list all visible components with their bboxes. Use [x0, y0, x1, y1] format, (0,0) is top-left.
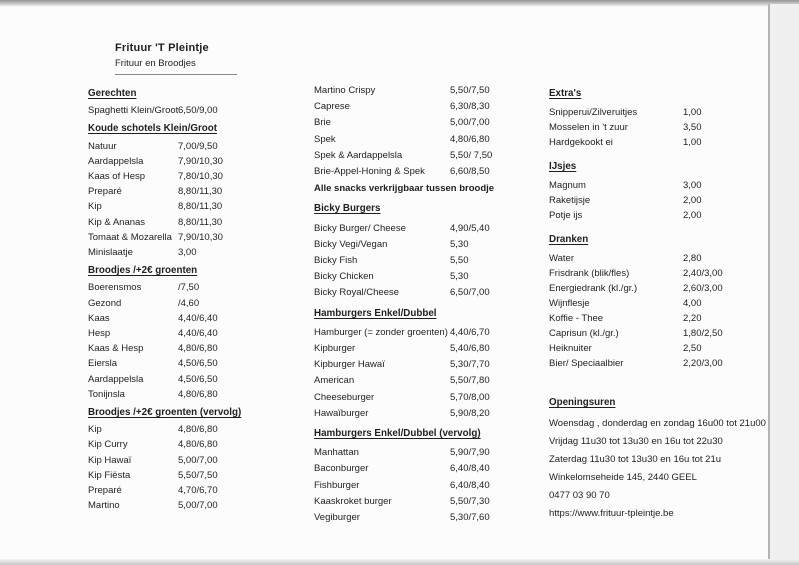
item-name: Kaas & Hesp	[88, 343, 144, 355]
menu-item-row	[549, 208, 777, 223]
item-name: Preparé	[88, 186, 122, 198]
menu-item-row	[88, 169, 268, 184]
item-price: 8,80/11,30	[178, 201, 223, 213]
menu-item-row	[314, 269, 514, 285]
item-price: /7,50	[178, 282, 200, 294]
menu-section	[549, 86, 777, 150]
item-price: 7,90/10,30	[178, 155, 223, 167]
item-name: Fishburger	[314, 479, 360, 491]
opening-hours-line: 0477 03 90 70	[549, 490, 610, 501]
item-name: Eiersla	[88, 358, 118, 370]
menu-item-row	[314, 164, 514, 180]
item-name: Hesp	[88, 328, 111, 340]
item-name: Kipburger Hawaï	[314, 359, 385, 371]
opening-hours-line: Woensdag , donderdag en zondag 16u00 tot 21u00	[549, 418, 766, 429]
section-heading: Gerechten	[88, 88, 137, 99]
item-price: 5,00/7,00	[178, 500, 218, 512]
menu-item-row	[314, 221, 514, 237]
menu-column-middle	[314, 83, 514, 526]
item-price: 4,40/6,40	[178, 328, 218, 340]
item-price: 4,40/6,70	[450, 326, 490, 338]
item-name: Vegiburger	[314, 512, 360, 524]
item-price: 5,30	[450, 238, 469, 250]
menu-section	[549, 159, 777, 223]
item-name: Manhattan	[314, 447, 359, 459]
item-name: Water	[549, 253, 574, 264]
item-price: 4,40/6,40	[178, 312, 218, 324]
item-name: Martino	[88, 500, 120, 512]
item-price: 3,50	[683, 122, 702, 133]
menu-item-row	[314, 115, 514, 131]
menu-item-row	[549, 193, 777, 208]
menu-item-row	[549, 105, 777, 120]
item-name: Spaghetti Klein/Groot	[88, 105, 179, 117]
item-price: 5,50/7,50	[450, 85, 490, 96]
menu-item-row	[314, 494, 514, 510]
menu-item-row	[88, 245, 268, 260]
menu-item-row	[314, 253, 514, 269]
item-name: Bicky Chicken	[314, 271, 374, 283]
item-name: Heiknuiter	[549, 343, 592, 354]
section-heading: Dranken	[549, 234, 589, 245]
item-name: Kip & Ananas	[88, 216, 146, 228]
menu-item-row	[314, 341, 514, 357]
menu-item-row	[314, 357, 514, 373]
menu-item-row	[314, 285, 514, 301]
item-price: 7,80/10,30	[178, 171, 223, 183]
item-price: 5,00/7,00	[450, 117, 490, 129]
item-name: Kip Hawaï	[88, 454, 132, 466]
item-price: 4,50/6,50	[178, 373, 218, 385]
item-price: 3,00	[683, 180, 702, 191]
menu-item-row	[88, 139, 268, 154]
item-name: Caprisun (kl./gr.)	[549, 328, 619, 339]
item-name: Hamburger (= zonder groenten)	[314, 326, 448, 338]
item-name: Kaas of Hesp	[88, 171, 146, 183]
item-price: 5,50/7,30	[450, 495, 490, 507]
menu-item-row	[549, 120, 777, 135]
item-price: /4,60	[178, 297, 200, 309]
item-price: 4,80/6,80	[178, 424, 218, 436]
item-name: Mosselen in 't zuur	[549, 122, 628, 133]
item-price: 5,40/6,80	[450, 343, 490, 355]
item-price: 4,80/6,80	[178, 439, 218, 451]
menu-item-row	[314, 148, 514, 164]
section-heading: Broodjes /+2€ groenten (vervolg)	[88, 407, 242, 419]
item-price: 5,30	[450, 271, 469, 283]
menu-item-row	[549, 296, 777, 311]
menu-item-row	[314, 132, 514, 148]
menu-item-row	[314, 99, 514, 115]
menu-item-row	[314, 373, 514, 389]
page-subtitle: Frituur en Broodjes	[115, 58, 196, 69]
menu-item-row	[314, 406, 514, 422]
item-price: 7,00/9,50	[178, 140, 218, 152]
menu-section	[314, 83, 514, 197]
item-name: Frisdrank (blik/fles)	[549, 268, 630, 279]
section-heading: Extra's	[549, 88, 582, 99]
menu-section	[88, 405, 268, 513]
item-name: Bicky Royal/Cheese	[314, 287, 400, 299]
item-price: 4,70/6,70	[178, 485, 218, 497]
menu-item-row	[549, 341, 777, 356]
item-name: Martino Crispy	[314, 85, 376, 96]
item-name: Energiedrank (kl./gr.)	[549, 283, 638, 294]
item-name: Bicky Vegi/Vegan	[314, 238, 388, 250]
menu-item-row	[549, 281, 777, 296]
menu-note: Alle snacks verkrijgbaar tussen broodje	[314, 183, 495, 195]
item-price: 6,30/8,30	[450, 101, 490, 113]
item-name: Magnum	[549, 180, 586, 191]
item-price: 4,80/6,80	[178, 388, 218, 400]
item-name: Tomaat & Mozarella	[88, 231, 172, 243]
item-price: 5,50/7,50	[178, 469, 218, 481]
menu-item-row	[314, 445, 514, 461]
item-name: Kip Fiësta	[88, 469, 131, 481]
item-name: Wijnflesje	[549, 298, 590, 309]
menu-item-row	[314, 478, 514, 494]
item-name: Potje ijs	[549, 210, 583, 221]
menu-section	[549, 232, 777, 371]
item-price: 5,00/7,00	[178, 454, 218, 466]
menu-section	[549, 395, 777, 521]
menu-section	[314, 201, 514, 301]
item-name: Spek & Aardappelsla	[314, 149, 403, 161]
menu-item-row	[549, 135, 777, 150]
item-name: Kip	[88, 201, 102, 213]
menu-item-row	[549, 178, 777, 193]
menu-item-row	[88, 230, 268, 245]
item-name: Caprese	[314, 101, 350, 113]
item-price: 5,30/7,70	[450, 359, 490, 371]
item-name: Gezond	[88, 297, 122, 309]
menu-item-row	[88, 199, 268, 214]
item-price: 4,50/6,50	[178, 358, 218, 370]
item-name: Cheeseburger	[314, 391, 375, 403]
section-heading: IJsjes	[549, 161, 577, 172]
item-price: 4,80/6,80	[178, 343, 218, 355]
menu-item-row	[314, 83, 514, 99]
item-name: Preparé	[88, 485, 122, 497]
item-name: Hardgekookt ei	[549, 137, 613, 148]
item-name: American	[314, 375, 355, 387]
item-name: Brie-Appel-Honing & Spek	[314, 166, 425, 178]
item-price: 2,00	[683, 210, 702, 221]
menu-section	[314, 426, 514, 526]
item-price: 2,60/3,00	[683, 283, 723, 294]
menu-item-row	[314, 325, 514, 341]
opening-hours-line: Zaterdag 11u30 tot 13u30 en 16u tot 21u	[549, 454, 722, 465]
menu-item-row	[314, 390, 514, 406]
item-price: 8,80/11,30	[178, 186, 223, 198]
section-heading: Openingsuren	[549, 397, 616, 408]
item-name: Brie	[314, 117, 331, 129]
menu-section	[314, 306, 514, 422]
item-price: 4,00	[683, 298, 702, 309]
item-price: 5,30/7,60	[450, 512, 490, 524]
item-name: Tonijnsla	[88, 388, 125, 400]
item-name: Minislaatje	[88, 247, 133, 259]
menu-column-left	[88, 83, 268, 513]
menu-item-row	[88, 184, 268, 199]
item-name: Boerensmos	[88, 282, 142, 294]
title-block	[115, 42, 237, 75]
section-heading: Koude schotels Klein/Groot	[88, 123, 218, 135]
item-price: 6,50/7,00	[450, 287, 490, 299]
item-price: 2,20	[683, 313, 702, 324]
item-price: 5,90/8,20	[450, 407, 490, 419]
menu-item-row	[88, 103, 268, 118]
item-price: 6,40/8,40	[450, 479, 490, 491]
menu-item-row	[314, 461, 514, 477]
opening-hours-line: Vrijdag 11u30 tot 13u30 en 16u tot 22u30	[549, 436, 723, 447]
section-heading: Hamburgers Enkel/Dubbel (vervolg)	[314, 428, 481, 440]
menu-item-row	[549, 326, 777, 341]
menu-item-row	[88, 387, 268, 402]
menu-item-row	[88, 372, 268, 387]
item-name: Kaaskroket burger	[314, 495, 392, 507]
item-price: 3,00	[178, 247, 197, 259]
item-name: Spek	[314, 133, 336, 145]
menu-item-row	[88, 422, 268, 437]
menu-item-row	[88, 311, 268, 326]
menu-item-row	[88, 154, 268, 169]
item-price: 6,50/9,00	[178, 105, 218, 117]
item-name: Bier/ Speciaalbier	[549, 358, 624, 369]
menu-section	[88, 121, 268, 260]
menu-item-row	[549, 311, 777, 326]
menu-item-row	[314, 237, 514, 253]
item-price: 1,80/2,50	[683, 328, 723, 339]
item-price: 1,00	[683, 107, 702, 118]
item-name: Kaas	[88, 312, 110, 324]
item-name: Kip Curry	[88, 439, 128, 451]
menu-item-row	[88, 215, 268, 230]
item-name: Snipperui/Zilveruitjes	[549, 107, 638, 118]
item-price: 2,40/3,00	[683, 268, 723, 279]
item-price: 5,50/7,80	[450, 375, 490, 387]
item-name: Kipburger	[314, 343, 356, 355]
item-price: 5,70/8,00	[450, 391, 490, 403]
item-name: Bicky Fish	[314, 255, 358, 267]
menu-item-row	[88, 483, 268, 498]
menu-column-right	[549, 83, 777, 525]
item-name: Baconburger	[314, 463, 369, 475]
item-price: 4,80/6,80	[450, 133, 490, 145]
item-price: 5,50/ 7,50	[450, 149, 493, 161]
item-price: 1,00	[683, 137, 702, 148]
opening-hours-line: https://www.frituur-tpleintje.be	[549, 508, 674, 519]
item-price: 2,50	[683, 343, 702, 354]
menu-section	[88, 86, 268, 118]
section-heading: Hamburgers Enkel/Dubbel	[314, 307, 437, 319]
section-heading: Broodjes /+2€ groenten	[88, 265, 198, 277]
item-name: Kip	[88, 424, 102, 436]
menu-item-row	[88, 296, 268, 311]
item-price: 6,40/8,40	[450, 463, 490, 475]
section-heading: Bicky Burgers	[314, 203, 381, 215]
menu-item-row	[88, 280, 268, 295]
item-price: 7,90/10,30	[178, 231, 223, 243]
menu-item-row	[88, 356, 268, 371]
menu-item-row	[549, 251, 777, 266]
menu-item-row	[88, 498, 268, 513]
item-name: Raketijsje	[549, 195, 591, 206]
menu-item-row	[549, 356, 777, 371]
item-name: Aardappelsla	[88, 155, 144, 167]
item-price: 5,90/7,90	[450, 447, 490, 459]
item-price: 2,20/3,00	[683, 358, 723, 369]
menu-item-row	[88, 437, 268, 452]
item-name: Koffie - Thee	[549, 313, 604, 324]
item-price: 5,50	[450, 255, 469, 267]
menu-item-row	[88, 326, 268, 341]
menu-section	[88, 263, 268, 402]
item-name: Aardappelsla	[88, 373, 144, 385]
item-name: Hawaïburger	[314, 407, 369, 419]
menu-item-row	[88, 468, 268, 483]
item-name: Natuur	[88, 140, 117, 152]
opening-hours-line: Winkelomseheide 145, 2440 GEEL	[549, 472, 697, 483]
menu-item-row	[88, 341, 268, 356]
menu-item-row	[549, 266, 777, 281]
item-price: 2,00	[683, 195, 702, 206]
menu-item-row	[314, 510, 514, 526]
item-price: 6,60/8,50	[450, 166, 490, 178]
item-price: 2,80	[683, 253, 702, 264]
item-name: Bicky Burger/ Cheese	[314, 222, 406, 234]
item-price: 4,90/5,40	[450, 222, 490, 234]
item-price: 8,80/11,30	[178, 216, 223, 228]
menu-item-row	[88, 453, 268, 468]
page-title: Frituur 'T Pleintje	[115, 42, 209, 54]
